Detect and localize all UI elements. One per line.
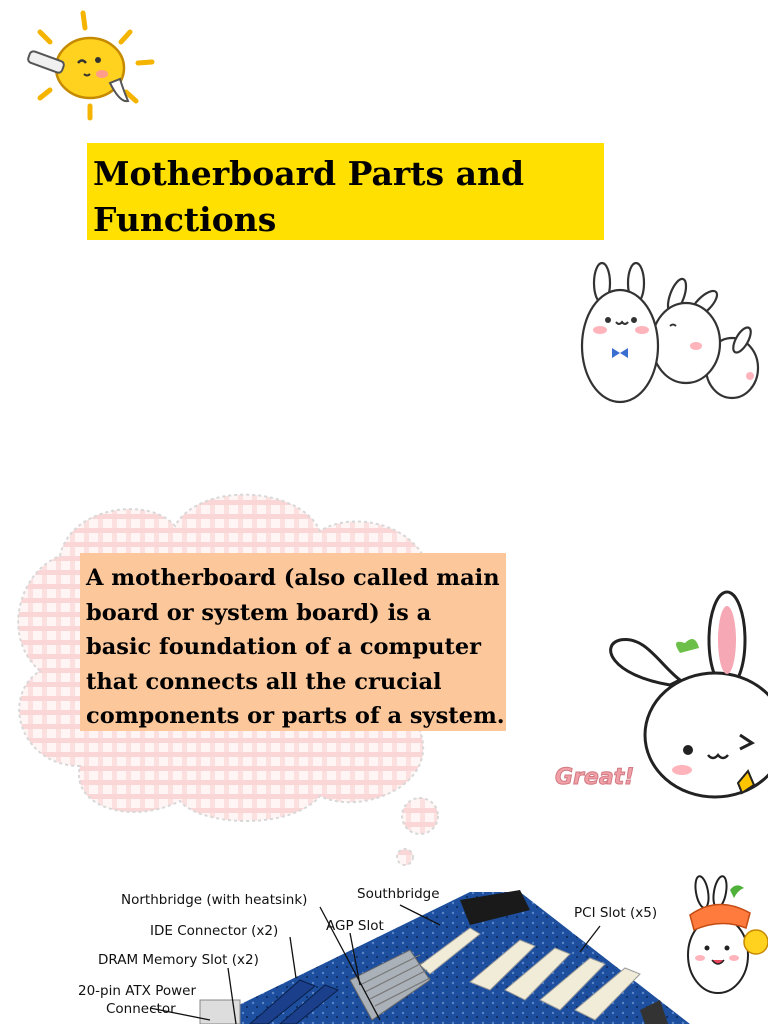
- title-box: [87, 143, 604, 240]
- definition-line: that connects all the crucial: [86, 668, 442, 695]
- label-southbridge: Southbridge: [357, 886, 440, 902]
- label-ide-connector: IDE Connector (x2): [150, 923, 279, 939]
- definition-box: [80, 553, 506, 731]
- label-dram-slot: DRAM Memory Slot (x2): [98, 952, 259, 968]
- definition-line: A motherboard (also called main: [86, 565, 500, 591]
- bunnies-sticker-icon: [574, 258, 768, 410]
- label-agp-slot: AGP Slot: [326, 918, 384, 934]
- slide-title: Motherboard Parts and Functions: [93, 154, 525, 239]
- definition-line: basic foundation of a computer: [86, 634, 482, 660]
- label-pci-slot: PCI Slot (x5): [574, 905, 658, 921]
- great-label: Great!: [555, 765, 635, 790]
- label-northbridge: Northbridge (with heatsink): [121, 892, 308, 908]
- sun-sticker-icon: [18, 8, 158, 123]
- label-atx-power-line2: Connector: [106, 1001, 176, 1017]
- definition-line: board or system board) is a: [86, 599, 432, 626]
- label-atx-power-line1: 20-pin ATX Power: [78, 983, 197, 999]
- definition-line: components or parts of a system.: [86, 703, 505, 729]
- carrot-bunny-sticker-icon: [682, 870, 768, 1010]
